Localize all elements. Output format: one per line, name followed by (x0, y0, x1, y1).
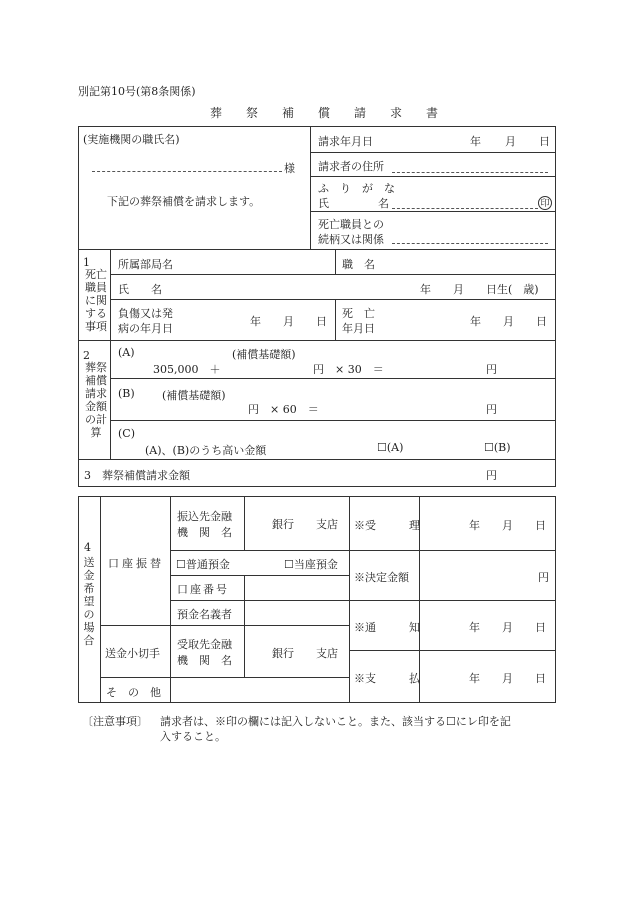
name-field[interactable] (392, 208, 538, 209)
org-name-field[interactable] (92, 171, 282, 172)
section3-yen: 円 (486, 469, 497, 482)
dept-label: 所属部局名 (118, 258, 173, 271)
a-base-amount: 305,000 ＋ (153, 363, 221, 376)
notes-title: 〔注意事項〕 (82, 715, 148, 728)
section1-title: 死亡職員に関する事項 (85, 268, 107, 333)
c-option-a[interactable] (377, 441, 403, 454)
injury-label-1: 負傷又は発 (118, 307, 173, 320)
section4-title: 送金希望の場合 (83, 556, 95, 647)
post-label: 職 名 (342, 258, 375, 271)
address-field[interactable] (392, 172, 548, 173)
sama-label: 様 (284, 162, 295, 175)
notes-line1: 請求者は、※印の欄には記入しないこと。また、該当する☐にレ印を記 (160, 715, 511, 728)
seal-mark: 印 (538, 196, 552, 210)
checkbox-icon (176, 558, 186, 571)
day-label: 日 (539, 135, 550, 148)
bank-text: 銀行 支店 (272, 518, 338, 531)
checkbox-icon (484, 441, 494, 454)
bank-label-2: 機 関 名 (177, 526, 232, 539)
section3-label: 3 葬祭補償請求金額 (84, 469, 190, 482)
check-label: 送金小切手 (105, 647, 160, 660)
a-label: (A) (118, 346, 135, 359)
form-number: 別記第10号(第8条関係) (78, 85, 196, 98)
c-option-b[interactable] (484, 441, 511, 454)
b-basic-label: (補償基礎額) (162, 389, 226, 402)
address-label: 請求者の住所 (318, 160, 384, 173)
current-deposit-label: 当座預金 (293, 558, 338, 571)
a-formula: 円 × 30 ＝ (313, 363, 384, 376)
ordinary-deposit-option[interactable] (176, 556, 230, 572)
decision-label: ※決定金額 (354, 571, 409, 584)
name-label-1: 氏 (318, 197, 329, 210)
death-label-2: 年月日 (342, 322, 375, 335)
injury-date-text: 年 月 日 (250, 315, 327, 328)
relation-field[interactable] (392, 243, 548, 244)
other-label: そ の 他 (106, 686, 161, 699)
birth-date-text: 年 月 日生( 歳) (420, 283, 539, 296)
relation-label-2: 続柄又は関係 (318, 233, 384, 246)
notice-date: 年 月 日 (469, 621, 546, 634)
c-label: (C) (118, 427, 135, 440)
furigana-label: ふ り が な (318, 182, 395, 195)
notice-label: ※通 知 (354, 621, 420, 634)
org-label: (実施機関の職氏名) (83, 133, 180, 146)
form-title: 葬 祭 補 償 請 求 書 (210, 106, 439, 120)
account-holder-label: 預金名義者 (177, 608, 232, 621)
ordinary-deposit-label: 普通預金 (185, 558, 230, 571)
b-label: (B) (118, 387, 135, 400)
year-label: 年 (470, 135, 481, 148)
receipt-date: 年 月 日 (469, 519, 546, 532)
bank-label-1: 振込先金融 (177, 510, 232, 523)
c-text: (A)、(B)のうち高い金額 (145, 444, 267, 457)
name-label-2: 名 (378, 197, 389, 210)
receipt-label: ※受 理 (354, 519, 420, 532)
injury-label-2: 病の年月日 (118, 322, 173, 335)
month-label: 月 (505, 135, 516, 148)
receive-label-1: 受取先金融 (177, 638, 232, 651)
notes-line2: 入すること。 (160, 730, 226, 743)
checkbox-icon (284, 558, 294, 571)
receive-bank-text: 銀行 支店 (272, 647, 338, 660)
b-yen: 円 (486, 403, 497, 416)
section4-number: 4 (84, 541, 91, 554)
account-number-label: 口座番号 (177, 583, 229, 596)
death-label-1: 死 亡 (342, 307, 375, 320)
request-text: 下記の葬祭補償を請求します。 (107, 195, 261, 208)
a-basic-label: (補償基礎額) (232, 348, 296, 361)
payment-label: ※支 払 (354, 672, 420, 685)
section1-number: 1 (83, 256, 90, 269)
deceased-name-label: 氏 名 (118, 283, 162, 296)
c-option-a-label: (A) (386, 441, 404, 454)
death-date-text: 年 月 日 (470, 315, 547, 328)
section2-number: 2 (83, 349, 90, 362)
decision-yen: 円 (538, 571, 549, 584)
payment-date: 年 月 日 (469, 672, 546, 685)
checkbox-icon (377, 441, 387, 454)
request-date-label: 請求年月日 (318, 135, 373, 148)
c-option-b-label: (B) (493, 441, 511, 454)
a-yen: 円 (486, 363, 497, 376)
section2-title: 葬祭補償請求金額の計算 (85, 361, 107, 439)
b-formula: 円 × 60 ＝ (248, 403, 319, 416)
transfer-label: 口座振替 (108, 557, 164, 570)
relation-label-1: 死亡職員との (318, 218, 384, 231)
receive-label-2: 機 関 名 (177, 654, 232, 667)
current-deposit-option[interactable] (284, 556, 338, 572)
